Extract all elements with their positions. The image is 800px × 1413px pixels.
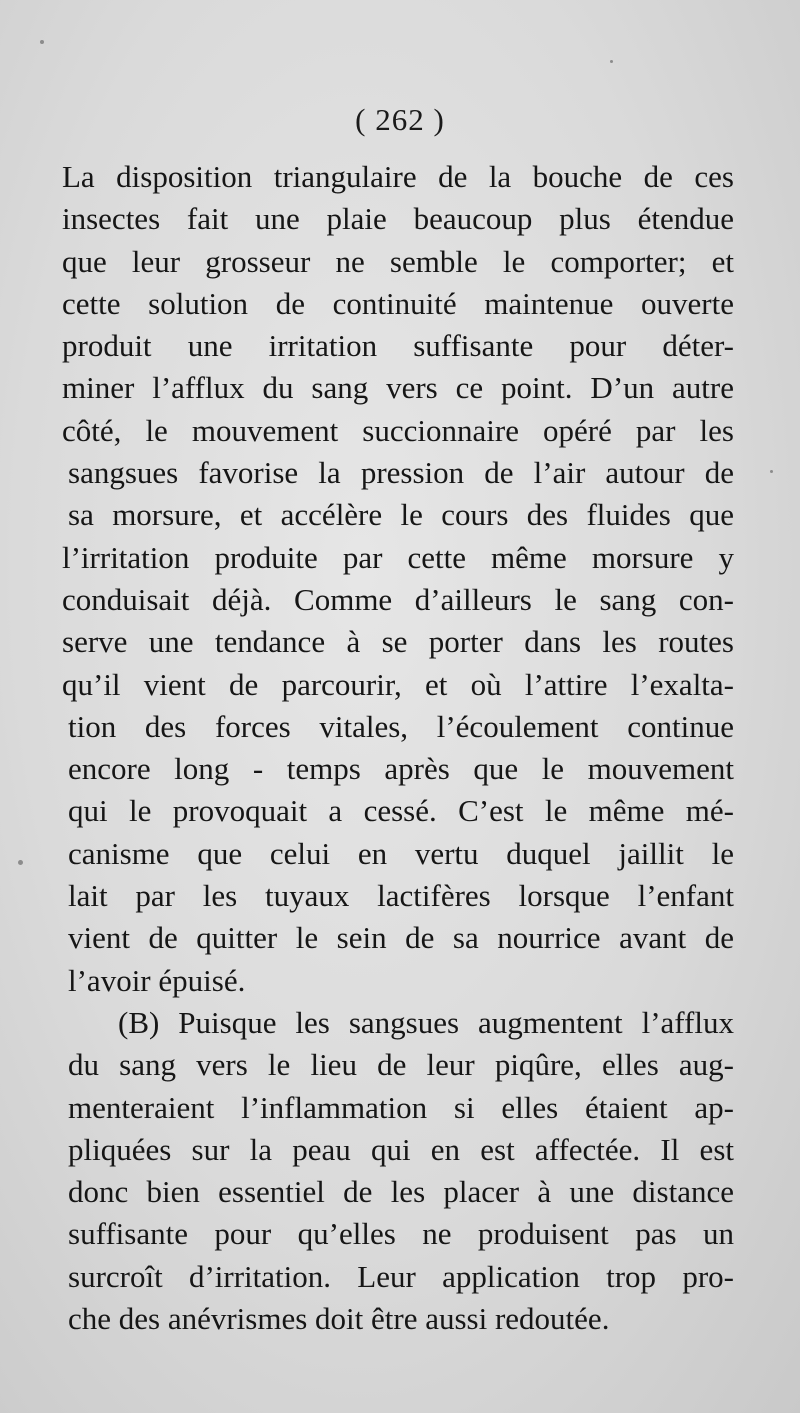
body-text xyxy=(62,156,734,1340)
paper-speck xyxy=(40,40,44,44)
text-line: encore long - temps après que le mouvement xyxy=(68,751,734,787)
paper-speck xyxy=(18,860,23,865)
text-line: l’irritation produite par cette même morsure y xyxy=(62,539,734,575)
text-line: pliquées sur la peau qui en est affectée. Il est xyxy=(68,1131,734,1167)
paper-speck xyxy=(610,60,613,63)
text-line: canisme que celui en vertu duquel jaillit le xyxy=(68,835,734,871)
text-line: que leur grosseur ne semble le comporter; et xyxy=(62,243,734,279)
text-line: miner l’afflux du sang vers ce point. D’un autre xyxy=(62,370,734,406)
text-line: surcroît d’irritation. Leur application trop pro- xyxy=(68,1258,734,1294)
text-line: sangsues favorise la pression de l’air autour de xyxy=(68,455,734,491)
paper-speck xyxy=(770,470,773,473)
text-line: menteraient l’inflammation si elles étaient ap- xyxy=(68,1089,734,1125)
text-line: tion des forces vitales, l’écoulement continue xyxy=(68,708,734,744)
text-line: che des anévrismes doit être aussi redoutée. xyxy=(68,1301,610,1337)
text-line: suffisante pour qu’elles ne produisent pas un xyxy=(68,1216,734,1252)
text-line: donc bien essentiel de les placer à une distance xyxy=(68,1174,734,1210)
text-line: insectes fait une plaie beaucoup plus étendue xyxy=(62,201,734,237)
text-line: cette solution de continuité maintenue ouverte xyxy=(62,285,734,321)
text-line: sa morsure, et accélère le cours des fluides que xyxy=(68,497,734,533)
paragraph-start-line: (B) Puisque les sangsues augmentent l’afflux xyxy=(118,1004,734,1040)
text-line: qu’il vient de parcourir, et où l’attire l’exalta- xyxy=(62,666,734,702)
text-line: l’avoir épuisé. xyxy=(68,962,246,998)
text-line: du sang vers le lieu de leur piqûre, elles aug- xyxy=(68,1047,734,1083)
text-line: conduisait déjà. Comme d’ailleurs le sang con- xyxy=(62,581,734,617)
text-line: serve une tendance à se porter dans les routes xyxy=(62,624,734,660)
text-line: La disposition triangulaire de la bouche de ces xyxy=(62,159,734,194)
text-line: produit une irritation suffisante pour déter- xyxy=(62,328,734,364)
page-number: ( 262 ) xyxy=(355,102,445,137)
text-line: côté, le mouvement succionnaire opéré par les xyxy=(62,412,734,448)
text-line: vient de quitter le sein de sa nourrice avant de xyxy=(68,920,734,956)
text-line: qui le provoquait a cessé. C’est le même mé- xyxy=(68,793,734,829)
text-line: lait par les tuyaux lactifères lorsque l’enfant xyxy=(68,878,734,914)
